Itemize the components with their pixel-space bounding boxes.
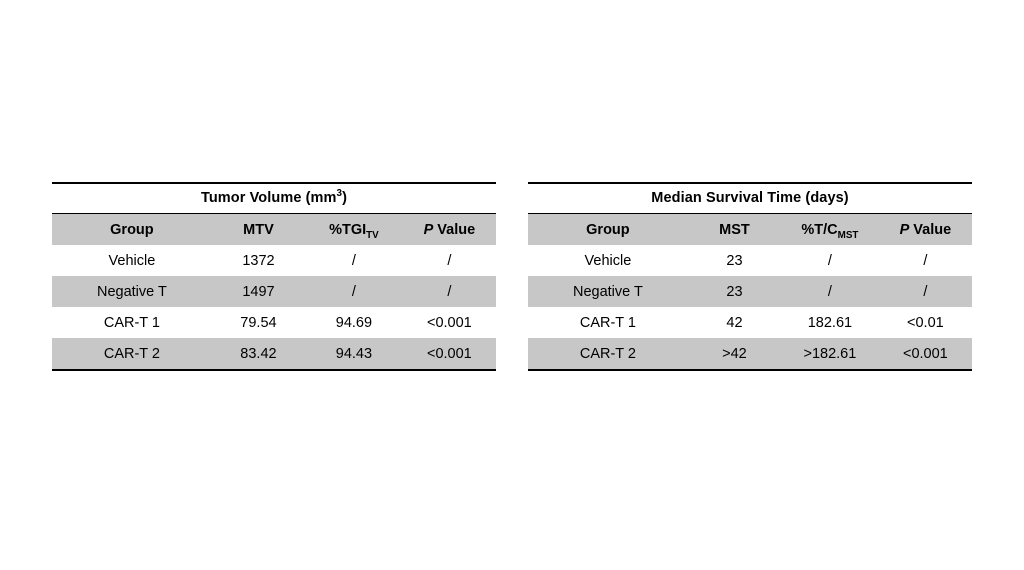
column-header-tgi — [305, 214, 403, 246]
column-header-tc — [781, 214, 879, 246]
cell-group: CAR-T 1 — [103, 314, 160, 331]
column-header-pvalue-label: Value — [433, 221, 476, 238]
cell-mtv: 83.42 — [212, 338, 305, 370]
cell-tc: 182.61 — [807, 314, 853, 331]
table-row — [528, 307, 972, 338]
median-survival-table-body — [528, 245, 972, 370]
tumor-volume-table-head — [52, 214, 496, 246]
column-header-pvalue — [879, 214, 972, 246]
cell-pvalue: / — [923, 252, 928, 269]
table-row — [52, 338, 496, 370]
tumor-volume-table — [52, 182, 496, 371]
cell-pvalue: <0.001 — [879, 338, 972, 370]
cell-mst: 23 — [726, 252, 743, 269]
table-row — [52, 245, 496, 276]
cell-group: Negative T — [528, 276, 688, 307]
cell-group: CAR-T 2 — [52, 338, 212, 370]
column-header-group — [528, 214, 688, 246]
cell-group: CAR-T 1 — [579, 314, 636, 331]
cell-mst: 23 — [688, 276, 781, 307]
cell-mtv: 1372 — [242, 252, 275, 269]
table-header-row — [528, 214, 972, 246]
table-row — [52, 307, 496, 338]
cell-pvalue: / — [403, 276, 496, 307]
median-survival-table — [528, 182, 972, 371]
tumor-volume-table-body — [52, 245, 496, 370]
column-header-group — [52, 214, 212, 246]
cell-tgi: 94.69 — [335, 314, 373, 331]
cell-mtv: 79.54 — [240, 314, 277, 331]
cell-tc: >182.61 — [781, 338, 879, 370]
cell-pvalue: <0.001 — [426, 314, 472, 331]
column-header-pvalue-label: Value — [909, 221, 952, 238]
cell-tgi: / — [351, 252, 356, 269]
column-header-tgi-subscript: TV — [366, 229, 379, 241]
median-survival-table-caption — [528, 182, 972, 213]
cell-group: Vehicle — [108, 252, 156, 269]
column-header-mtv — [212, 214, 305, 246]
caption-text: Median Survival Time (days) — [651, 190, 849, 206]
column-header-group-label: Group — [110, 221, 154, 238]
cell-pvalue: / — [879, 276, 972, 307]
table-row — [528, 276, 972, 307]
column-header-tc-subscript: MST — [837, 229, 859, 241]
column-header-mst-label: MST — [719, 221, 750, 238]
cell-mtv: 1497 — [212, 276, 305, 307]
cell-mst: >42 — [688, 338, 781, 370]
cell-group: Negative T — [52, 276, 212, 307]
cell-mst: 42 — [726, 314, 743, 331]
cell-tgi: / — [305, 276, 403, 307]
cell-group: CAR-T 2 — [528, 338, 688, 370]
table-row — [528, 338, 972, 370]
table-header-row — [52, 214, 496, 246]
cell-tc: / — [827, 252, 832, 269]
cell-pvalue: / — [447, 252, 452, 269]
median-survival-table-head — [528, 214, 972, 246]
cell-pvalue: <0.01 — [907, 314, 944, 331]
cell-pvalue: <0.001 — [403, 338, 496, 370]
column-header-tc-label: %T/C — [801, 221, 838, 238]
column-header-pvalue-italic: P — [899, 221, 910, 238]
median-survival-table-block — [528, 182, 972, 371]
column-header-pvalue-italic: P — [423, 221, 434, 238]
cell-tc: / — [781, 276, 879, 307]
column-header-pvalue — [403, 214, 496, 246]
caption-superscript: 3 — [336, 188, 343, 200]
caption-tail: ) — [342, 190, 348, 206]
cell-group: Vehicle — [584, 252, 632, 269]
column-header-mst — [688, 214, 781, 246]
tumor-volume-table-caption — [52, 182, 496, 213]
table-row — [52, 276, 496, 307]
cell-tgi: 94.43 — [305, 338, 403, 370]
column-header-tgi-label: %TGI — [329, 221, 367, 238]
tumor-volume-table-block — [52, 182, 496, 371]
column-header-mtv-label: MTV — [243, 221, 274, 238]
caption-text: Tumor Volume (mm — [200, 190, 337, 206]
table-row — [528, 245, 972, 276]
column-header-group-label: Group — [586, 221, 630, 238]
